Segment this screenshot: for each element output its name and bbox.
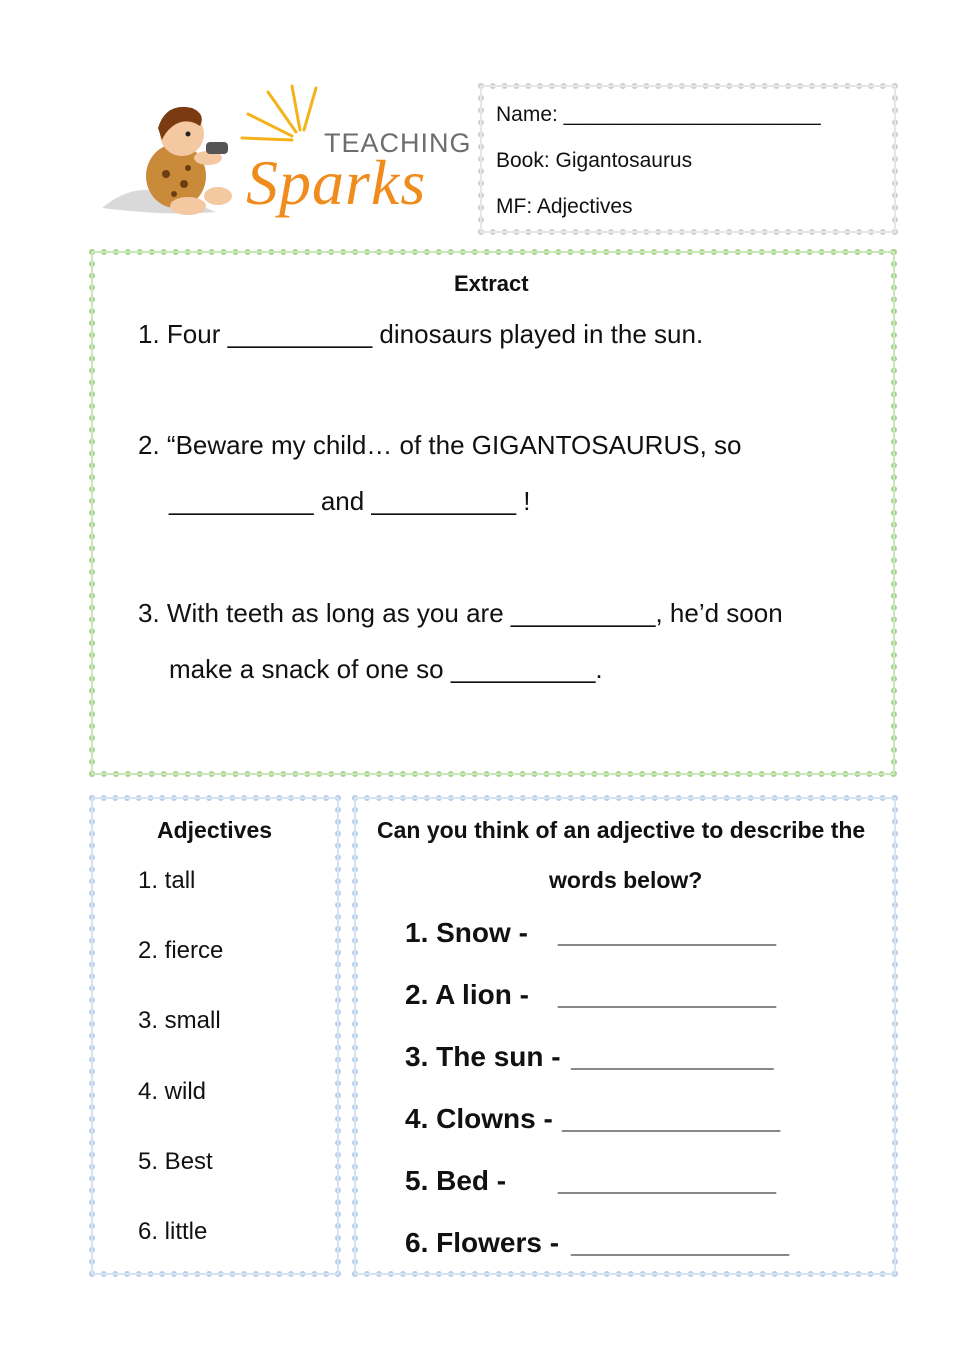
adjective-item: 3. small <box>138 1007 221 1034</box>
adjective-item: 5. Best <box>138 1148 213 1175</box>
answer-blank[interactable]: ______________ <box>562 1103 781 1134</box>
answer-blank[interactable]: _____________ <box>571 1041 774 1072</box>
answer-blank[interactable]: ______________ <box>558 1165 777 1196</box>
word-label: 5. Bed - <box>405 1165 507 1196</box>
adjective-item: 1. tall <box>138 867 196 894</box>
logo-sparks-text: Sparks <box>246 147 427 218</box>
word-label: 2. A lion - <box>405 979 529 1010</box>
teaching-sparks-logo <box>96 84 472 234</box>
name-field[interactable]: Name: ______________________ <box>496 103 821 126</box>
sentence-2-line-1: 2. “Beware my child… of the GIGANTOSAURUS, so <box>138 430 742 460</box>
sentence-1: 1. Four __________ dinosaurs played in the sun. <box>138 319 704 349</box>
adjective-item: 6. little <box>138 1218 208 1245</box>
sentence-3-line-2: make a snack of one so __________. <box>169 654 603 684</box>
adjective-item: 2. fierce <box>138 937 224 964</box>
sentence-3-line-1: 3. With teeth as long as you are __________, he’d soon <box>138 598 783 628</box>
question-prompt-line-1: Can you think of an adjective to describe the <box>377 817 866 843</box>
book-title: Book: Gigantosaurus <box>496 149 693 172</box>
word-label: 6. Flowers - <box>405 1227 560 1258</box>
word-label: 3. The sun - <box>405 1041 561 1072</box>
word-label: 4. Clowns - <box>405 1103 553 1134</box>
answer-blank[interactable]: ______________ <box>558 979 777 1010</box>
adjective-item: 4. wild <box>138 1078 207 1105</box>
question-prompt-line-2: words below? <box>549 867 703 893</box>
answer-blank[interactable]: ______________ <box>558 917 777 948</box>
adjectives-title: Adjectives <box>157 817 273 843</box>
focus-label: MF: Adjectives <box>496 195 633 218</box>
describe-words-box <box>352 795 898 1277</box>
extract-title: Extract <box>454 271 529 296</box>
student-info-box <box>478 83 898 235</box>
word-label: 1. Snow - <box>405 917 528 948</box>
adjectives-box <box>89 795 341 1277</box>
extract-box <box>89 249 897 777</box>
logo-teaching-text: TEACHING <box>324 128 472 158</box>
sentence-2-line-2: __________ and __________ ! <box>169 486 531 516</box>
answer-blank[interactable]: ______________ <box>571 1227 790 1258</box>
